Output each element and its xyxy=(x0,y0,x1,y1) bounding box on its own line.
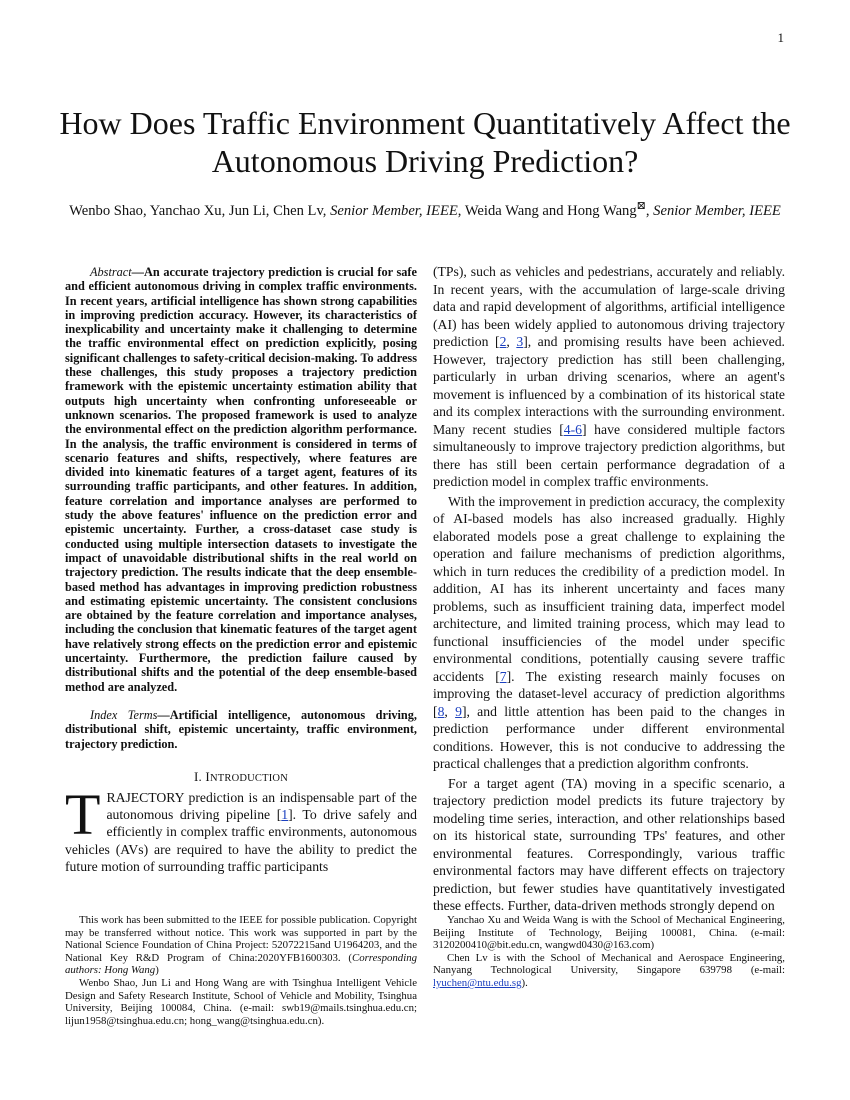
citation-link[interactable]: 3 xyxy=(516,334,524,349)
citation-link[interactable]: 8 xyxy=(437,703,445,719)
citation-link[interactable]: 7 xyxy=(499,668,507,684)
citation-link[interactable]: 4-6 xyxy=(563,421,583,437)
footnote-text: ). xyxy=(521,976,528,989)
affiliation-footnote xyxy=(433,952,785,990)
body-paragraph xyxy=(433,263,785,491)
footnote-text: Chen Lv is with the School of Mechanical and Aerospace Engineering, Nanyang Technological University, Singapore 639798 (e-mail: xyxy=(433,951,785,977)
body-text: ]. The existing research mainly focuses on improving the dataset-level accuracy of prediction algorithms [ xyxy=(433,668,785,719)
body-paragraph: For a target agent (TA) moving in a specific scenario, a trajectory prediction model predicts its future trajectory by modeling time series, interaction, and other relationships based on its historical state, surrounding TPs' features, and other environmental features. Correspondingly, various traffic environmental factors may have different effects on trajectory prediction, but fewer studies have quantitatively investigated these effects. Further, data-driven methods strongly depend on xyxy=(433,775,785,913)
page-number: 1 xyxy=(777,30,784,45)
citation-link[interactable]: 9 xyxy=(455,703,462,719)
author-role: Senior Member, IEEE xyxy=(330,202,458,219)
footnotes-right xyxy=(433,914,785,990)
affiliation-footnote: Wenbo Shao, Jun Li and Hong Wang are with Tsinghua Intelligent Vehicle Design and Safety Research Institute, School of Vehicle and Mobility, Tsinghua University, Beijing 100084, China. (e-mail: swb19@mails.tsinghua.edu.cn; lijun1958@tsinghua.edu.cn; hong_wang@tsinghua.edu.cn). xyxy=(65,976,417,1027)
footnote-text: This work has been submitted to the IEEE for possible publication. Copyright may be transferred without notice. This work was supported in part by the National Science Foundation of China Project: 52072215and U1964203, and the National Key R&D Program of China:2020YFB1600303. ( xyxy=(65,914,417,964)
index-terms-label: Index Terms xyxy=(90,707,158,722)
citation-separator: , xyxy=(506,334,517,349)
intro-paragraph xyxy=(65,781,417,875)
footnotes-left xyxy=(65,914,417,1027)
abstract-text: —An accurate trajectory prediction is crucial for safe and efficient autonomous driving in complex traffic environments. In recent years, artificial intelligence has shown strong capabilities in improving prediction accuracy. However, its characteristics of inexplicability and uncertainty make it challenging to determine the traffic environmental effect on prediction explicitly, posing significant challenges to safety-critical decision-making. To address these challenges, this study proposes a trajectory prediction framework with the epistemic uncertainty estimation ability that outputs high uncertainty when confronting unforeseeable or unknown scenarios. The proposed framework is used to analyze the environmental effect on the prediction algorithm performance. In the analysis, the traffic environment is considered in terms of scenario features and shifts, respectively, where features are divided into kinematic features of a target agent, features of its surrounding traffic participants, and other features. In addition, feature correlation and importance analyses are performed to study the above features' influence on the prediction error and epistemic uncertainty. Further, a cross-dataset case study is conducted using multiple intersection datasets to investigate the impact of unavoidable distributional shifts in the real world on trajectory prediction. The results indicate that the deep ensemble-based method has advantages in improving prediction robustness and estimating epistemic uncertainty. The consistent conclusions are obtained by the feature correlation and importance analyses, including the conclusion that kinematic features of the target agent have relatively strong effects on the prediction error and epistemic uncertainty. Furthermore, the prediction failure caused by distributional shifts and the potential of the deep ensemble-based method are analyzed. xyxy=(65,265,417,694)
paper-title: How Does Traffic Environment Quantitatively Affect the Autonomous Driving Prediction? xyxy=(59,105,791,179)
author-names: Wenbo Shao, Yanchao Xu, Jun Li, Chen Lv, xyxy=(69,202,331,219)
author-role: Senior Member, IEEE xyxy=(653,202,781,219)
author-names: , Weida Wang and Hong Wang xyxy=(457,202,637,219)
section-numeral: I. I xyxy=(194,768,210,784)
citation-separator: , xyxy=(444,703,456,719)
email-link[interactable]: lyuchen@ntu.edu.sg xyxy=(433,976,522,989)
right-column xyxy=(433,263,785,915)
body-text: With the improvement in prediction accuracy, the complexity of AI-based models has also increased gradually. Highly elaborated models pose a great challenge to explaining the operation and failure mechanisms of prediction algorithms, which in turn reduces the credibility of a prediction model. In addition, AI has its inherent uncertainty and faces many problems, such as insufficient training data, imperfect model architecture, and limited training process, which may lead to functional insufficiencies of the model under specific environmental conditions, potentially causing severe traffic accidents [ xyxy=(433,493,785,684)
body-text: ], and promising results have been achieved. However, trajectory prediction has still been challenging, particularly in urban driving scenarios, where an agent's movement is influenced by a combination of its historical state and its complex interactions with the surrounding environment. Many recent studies [ xyxy=(433,334,785,437)
body-text: (TPs), such as vehicles and pedestrians, accurately and reliably. In recent years, with the accumulation of large-scale driving data and rapid development of algorithms, artificial intelligence (AI) has been widely applied to autonomous driving trajectory prediction [ xyxy=(433,264,785,349)
section-name: NTRODUCTION xyxy=(209,772,288,784)
abstract xyxy=(65,265,417,694)
body-paragraph xyxy=(433,493,785,773)
body-text: ], and little attention has been paid to the changes in prediction performance under different environmental conditions. However, this is not conducive to addressing the practical challenges that a prediction algorithm confronts. xyxy=(433,703,785,771)
footnote-text: ) xyxy=(155,964,159,977)
index-terms xyxy=(65,708,417,751)
left-column xyxy=(65,265,417,875)
affiliation-footnote: Yanchao Xu and Weida Wang is with the School of Mechanical Engineering, Beijing Institute of Technology, Beijing 100081, China. (e-mail: 3120200410@bit.edu.cn, wangwd0430@163.com) xyxy=(433,914,785,952)
citation-link[interactable]: 2 xyxy=(499,334,507,349)
funding-footnote xyxy=(65,914,417,977)
drop-cap: T xyxy=(65,781,101,847)
section-heading xyxy=(65,769,417,785)
intro-text: RAJECTORY prediction is an indispensable part of the autonomous driving pipeline [ xyxy=(106,789,417,823)
author-list xyxy=(60,198,790,220)
body-text: ] have considered multiple factors simultaneously to improve trajectory prediction algorithms, but there has still been certain performance degradation of a prediction model in complex traffic environments. xyxy=(433,421,785,489)
index-terms-text: —Artificial intelligence, autonomous driving, distributional shift, epistemic uncertainty, traffic environment, trajectory prediction. xyxy=(65,707,417,751)
corresponding-author-icon: ⊠ xyxy=(636,200,646,212)
intro-text: ]. To drive safely and efficiently in complex traffic environments, autonomous vehicles (AVs) are required to have the ability to predict the future motion of surrounding traffic participants xyxy=(65,807,417,874)
abstract-label: Abstract xyxy=(90,265,132,279)
citation-link[interactable]: 1 xyxy=(281,807,289,823)
corresponding-authors: Corresponding authors: Hong Wang xyxy=(65,951,417,977)
author-separator: , xyxy=(645,202,654,219)
